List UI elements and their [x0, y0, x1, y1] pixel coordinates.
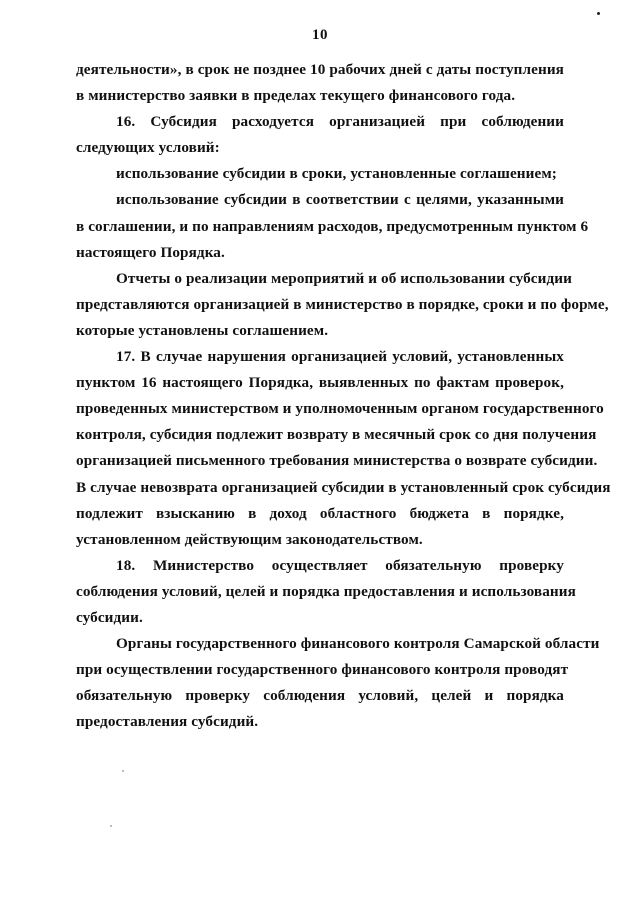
text-line: представляются организацией в министерство в порядке, сроки и по форме,	[76, 295, 609, 313]
paragraph-p-16	[76, 109, 564, 161]
text-line: использование субсидии в сроки, установленные соглашением;	[116, 165, 557, 183]
scan-speck	[110, 825, 112, 827]
text-line: при осуществлении государственного финансового контроля проводят	[76, 661, 569, 679]
text-line: В случае невозврата организацией субсидии в установленный срок субсидия	[76, 478, 611, 496]
text-line: предоставления субсидий.	[76, 713, 259, 731]
paragraph-p-18-control	[76, 631, 600, 735]
scan-speck	[122, 770, 124, 772]
paragraph-p-18	[76, 553, 576, 631]
text-line: проведенных министерством и уполномоченным органом государственного	[76, 400, 604, 418]
text-line: использование субсидии в соответствии с целями, указанными	[116, 191, 564, 209]
text-line: субсидии.	[76, 608, 143, 626]
text-line: контроля, субсидия подлежит возврату в месячный срок со дня получения	[76, 426, 597, 444]
text-line: Отчеты о реализации мероприятий и об использовании субсидии	[116, 269, 572, 287]
text-line: в соглашении, и по направлениям расходов, предусмотренным пунктом 6	[76, 217, 589, 235]
paragraph-p-17	[76, 344, 611, 553]
text-line: установленном действующим законодательством.	[76, 530, 423, 548]
text-line: которые установлены соглашением.	[76, 321, 329, 339]
text-line: соблюдения условий, целей и порядка предоставления и использования	[76, 582, 576, 600]
text-line: настоящего Порядка.	[76, 243, 225, 261]
document-body	[76, 57, 611, 735]
text-line: 16. Субсидия расходуется организацией при соблюдении	[116, 113, 564, 131]
paragraph-p-16-cond2	[76, 187, 589, 265]
text-line: подлежит взысканию в доход областного бюджета в порядке,	[76, 504, 564, 522]
paragraph-p-16-cond1	[76, 161, 564, 187]
text-line: следующих условий:	[76, 139, 220, 157]
paragraph-p-continuation	[76, 57, 564, 109]
page-number: 10	[312, 27, 328, 43]
text-line: Органы государственного финансового контроля Самарской области	[116, 635, 600, 653]
text-line: деятельности», в срок не позднее 10 рабочих дней с даты поступления	[76, 61, 564, 78]
scan-artifact-mark	[597, 12, 600, 15]
text-line: обязательную проверку соблюдения условий, целей и порядка	[76, 687, 564, 705]
paragraph-p-16-reports	[76, 266, 609, 344]
text-line: пунктом 16 настоящего Порядка, выявленных по фактам проверок,	[76, 374, 564, 392]
text-line: 18. Министерство осуществляет обязательную проверку	[116, 556, 564, 574]
text-line: 17. В случае нарушения организацией условий, установленных	[116, 348, 564, 366]
text-line: в министерство заявки в пределах текущего финансового года.	[76, 87, 516, 105]
text-line: организацией письменного требования министерства о возврате субсидии.	[76, 452, 598, 470]
